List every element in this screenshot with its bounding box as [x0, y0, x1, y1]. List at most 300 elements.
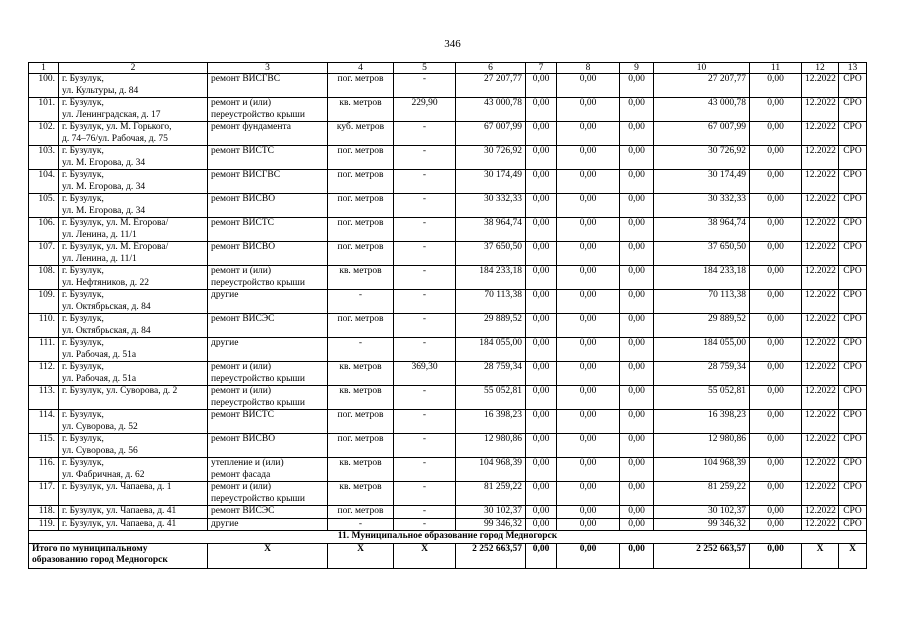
unit-cell: - — [328, 338, 394, 362]
address-cell: г. Бузулук, ул. М. Егорова, д. 34 — [59, 194, 208, 218]
work-type-cell: ремонт ВИСГВС — [208, 170, 328, 194]
unit-cell: кв. метров — [328, 458, 394, 482]
cost-total-cell: 28 759,34 — [456, 362, 526, 386]
work-type-cell: утепление и (или) ремонт фасада — [208, 458, 328, 482]
row-number: 115. — [29, 434, 59, 458]
local-budget-cell: 0,00 — [620, 74, 654, 98]
table-row — [29, 458, 867, 482]
local-budget-cell: 0,00 — [620, 290, 654, 314]
unit-cell: кв. метров — [328, 482, 394, 506]
completion-date-cell: 12.2022 — [802, 290, 839, 314]
row-number: 110. — [29, 314, 59, 338]
regional-budget-cell: 0,00 — [557, 518, 620, 531]
federal-fund-cell: 0,00 — [526, 314, 557, 338]
unit-cell: кв. метров — [328, 362, 394, 386]
unit-cell: пог. метров — [328, 314, 394, 338]
completion-date-cell: 12.2022 — [802, 482, 839, 506]
header-cell-13: 13 — [839, 63, 867, 74]
method-cell: СРО — [839, 338, 867, 362]
federal-fund-cell: 0,00 — [526, 386, 557, 410]
owners-funds-cell: 70 113,38 — [654, 290, 750, 314]
address-cell: г. Бузулук, ул. Культуры, д. 84 — [59, 74, 208, 98]
owners-funds-cell: 28 759,34 — [654, 362, 750, 386]
row-number: 109. — [29, 290, 59, 314]
row-number: 105. — [29, 194, 59, 218]
other-funds-cell: 0,00 — [750, 146, 802, 170]
work-type-cell: ремонт фундамента — [208, 122, 328, 146]
local-budget-cell: 0,00 — [620, 170, 654, 194]
section-title-row — [29, 531, 867, 544]
owners-funds-cell: 29 889,52 — [654, 314, 750, 338]
work-type-cell: ремонт ВИСГВС — [208, 74, 328, 98]
unit-cell: пог. метров — [328, 170, 394, 194]
regional-budget-cell: 0,00 — [557, 482, 620, 506]
work-type-cell: ремонт ВИСВО — [208, 242, 328, 266]
other-funds-cell: 0,00 — [750, 386, 802, 410]
address-cell: г. Бузулук, ул. Рабочая, д. 51а — [59, 362, 208, 386]
cost-total-cell: 16 398,23 — [456, 410, 526, 434]
table-row — [29, 194, 867, 218]
total-regional-budget: 0,00 — [557, 543, 620, 568]
row-number: 112. — [29, 362, 59, 386]
header-cell-7: 7 — [526, 63, 557, 74]
local-budget-cell: 0,00 — [620, 218, 654, 242]
cost-total-cell: 70 113,38 — [456, 290, 526, 314]
completion-date-cell: 12.2022 — [802, 266, 839, 290]
owners-funds-cell: 38 964,74 — [654, 218, 750, 242]
federal-fund-cell: 0,00 — [526, 458, 557, 482]
method-cell: СРО — [839, 170, 867, 194]
work-type-cell: ремонт ВИСЭС — [208, 506, 328, 519]
federal-fund-cell: 0,00 — [526, 74, 557, 98]
method-cell: СРО — [839, 434, 867, 458]
regional-budget-cell: 0,00 — [557, 98, 620, 122]
completion-date-cell: 12.2022 — [802, 314, 839, 338]
completion-date-cell: 12.2022 — [802, 338, 839, 362]
cost-total-cell: 30 726,92 — [456, 146, 526, 170]
local-budget-cell: 0,00 — [620, 482, 654, 506]
federal-fund-cell: 0,00 — [526, 170, 557, 194]
total-owners-funds: 2 252 663,57 — [654, 543, 750, 568]
owners-funds-cell: 67 007,99 — [654, 122, 750, 146]
address-cell: г. Бузулук, ул. М. Егорова/ ул. Ленина, д. 11/1 — [59, 242, 208, 266]
header-cell-9: 9 — [620, 63, 654, 74]
other-funds-cell: 0,00 — [750, 74, 802, 98]
row-number: 104. — [29, 170, 59, 194]
local-budget-cell: 0,00 — [620, 434, 654, 458]
row-number: 111. — [29, 338, 59, 362]
page-number: 346 — [444, 38, 461, 50]
owners-funds-cell: 81 259,22 — [654, 482, 750, 506]
regional-budget-cell: 0,00 — [557, 362, 620, 386]
owners-funds-cell: 43 000,78 — [654, 98, 750, 122]
federal-fund-cell: 0,00 — [526, 290, 557, 314]
local-budget-cell: 0,00 — [620, 122, 654, 146]
federal-fund-cell: 0,00 — [526, 146, 557, 170]
owners-funds-cell: 104 968,39 — [654, 458, 750, 482]
federal-fund-cell: 0,00 — [526, 410, 557, 434]
total-work-type: X — [208, 543, 328, 568]
completion-date-cell: 12.2022 — [802, 218, 839, 242]
other-funds-cell: 0,00 — [750, 506, 802, 519]
federal-fund-cell: 0,00 — [526, 194, 557, 218]
other-funds-cell: 0,00 — [750, 458, 802, 482]
cost-total-cell: 104 968,39 — [456, 458, 526, 482]
federal-fund-cell: 0,00 — [526, 518, 557, 531]
total-completion-date: X — [802, 543, 839, 568]
address-cell: г. Бузулук, ул. М. Егорова, д. 34 — [59, 170, 208, 194]
row-number: 103. — [29, 146, 59, 170]
other-funds-cell: 0,00 — [750, 290, 802, 314]
regional-budget-cell: 0,00 — [557, 242, 620, 266]
table-row — [29, 218, 867, 242]
work-type-cell: ремонт ВИСВО — [208, 434, 328, 458]
owners-funds-cell: 55 052,81 — [654, 386, 750, 410]
regional-budget-cell: 0,00 — [557, 434, 620, 458]
local-budget-cell: 0,00 — [620, 338, 654, 362]
quantity-cell: - — [394, 290, 456, 314]
completion-date-cell: 12.2022 — [802, 434, 839, 458]
quantity-cell: - — [394, 314, 456, 338]
other-funds-cell: 0,00 — [750, 170, 802, 194]
method-cell: СРО — [839, 122, 867, 146]
header-cell-1: 1 — [29, 63, 59, 74]
cost-total-cell: 38 964,74 — [456, 218, 526, 242]
row-number: 102. — [29, 122, 59, 146]
owners-funds-cell: 184 055,00 — [654, 338, 750, 362]
cost-total-cell: 30 102,37 — [456, 506, 526, 519]
completion-date-cell: 12.2022 — [802, 74, 839, 98]
quantity-cell: - — [394, 386, 456, 410]
regional-budget-cell: 0,00 — [557, 122, 620, 146]
regional-budget-cell: 0,00 — [557, 218, 620, 242]
method-cell: СРО — [839, 290, 867, 314]
address-cell: г. Бузулук, ул. М. Егорова/ ул. Ленина, д. 11/1 — [59, 218, 208, 242]
other-funds-cell: 0,00 — [750, 98, 802, 122]
completion-date-cell: 12.2022 — [802, 386, 839, 410]
table-row — [29, 482, 867, 506]
work-type-cell: ремонт ВИСТС — [208, 218, 328, 242]
regional-budget-cell: 0,00 — [557, 266, 620, 290]
work-type-cell: ремонт и (или) переустройство крыши — [208, 386, 328, 410]
completion-date-cell: 12.2022 — [802, 458, 839, 482]
unit-cell: пог. метров — [328, 218, 394, 242]
total-label: Итого по муниципальному образованию город Медногорск — [29, 543, 208, 568]
quantity-cell: 369,30 — [394, 362, 456, 386]
address-cell: г. Бузулук, ул. Чапаева, д. 41 — [59, 518, 208, 531]
regional-budget-cell: 0,00 — [557, 146, 620, 170]
method-cell: СРО — [839, 74, 867, 98]
local-budget-cell: 0,00 — [620, 518, 654, 531]
header-cell-11: 11 — [750, 63, 802, 74]
completion-date-cell: 12.2022 — [802, 506, 839, 519]
unit-cell: кв. метров — [328, 266, 394, 290]
local-budget-cell: 0,00 — [620, 98, 654, 122]
federal-fund-cell: 0,00 — [526, 338, 557, 362]
quantity-cell: - — [394, 518, 456, 531]
unit-cell: пог. метров — [328, 146, 394, 170]
local-budget-cell: 0,00 — [620, 386, 654, 410]
method-cell: СРО — [839, 194, 867, 218]
cost-total-cell: 55 052,81 — [456, 386, 526, 410]
unit-cell: пог. метров — [328, 410, 394, 434]
completion-date-cell: 12.2022 — [802, 98, 839, 122]
column-number-header — [29, 63, 867, 74]
row-number: 107. — [29, 242, 59, 266]
quantity-cell: - — [394, 266, 456, 290]
address-cell: г. Бузулук, ул. Суворова, д. 2 — [59, 386, 208, 410]
regional-budget-cell: 0,00 — [557, 290, 620, 314]
other-funds-cell: 0,00 — [750, 434, 802, 458]
unit-cell: кв. метров — [328, 386, 394, 410]
table-row — [29, 290, 867, 314]
unit-cell: пог. метров — [328, 242, 394, 266]
header-cell-5: 5 — [394, 63, 456, 74]
method-cell: СРО — [839, 506, 867, 519]
total-unit: X — [328, 543, 394, 568]
total-method: X — [839, 543, 867, 568]
address-cell: г. Бузулук, ул. Октябрьская, д. 84 — [59, 290, 208, 314]
owners-funds-cell: 30 102,37 — [654, 506, 750, 519]
table-row — [29, 170, 867, 194]
header-cell-10: 10 — [654, 63, 750, 74]
capital-repair-table — [28, 62, 867, 569]
other-funds-cell: 0,00 — [750, 518, 802, 531]
quantity-cell: - — [394, 506, 456, 519]
table-row — [29, 434, 867, 458]
other-funds-cell: 0,00 — [750, 218, 802, 242]
local-budget-cell: 0,00 — [620, 458, 654, 482]
table-row — [29, 506, 867, 519]
completion-date-cell: 12.2022 — [802, 362, 839, 386]
table-row — [29, 518, 867, 531]
federal-fund-cell: 0,00 — [526, 266, 557, 290]
quantity-cell: - — [394, 170, 456, 194]
address-cell: г. Бузулук, ул. М. Горького, д. 74–76/ул. Рабочая, д. 75 — [59, 122, 208, 146]
owners-funds-cell: 16 398,23 — [654, 410, 750, 434]
other-funds-cell: 0,00 — [750, 122, 802, 146]
table-row — [29, 122, 867, 146]
method-cell: СРО — [839, 386, 867, 410]
federal-fund-cell: 0,00 — [526, 242, 557, 266]
federal-fund-cell: 0,00 — [526, 122, 557, 146]
row-number: 101. — [29, 98, 59, 122]
federal-fund-cell: 0,00 — [526, 434, 557, 458]
quantity-cell: - — [394, 146, 456, 170]
regional-budget-cell: 0,00 — [557, 194, 620, 218]
unit-cell: пог. метров — [328, 434, 394, 458]
unit-cell: кв. метров — [328, 98, 394, 122]
header-cell-6: 6 — [456, 63, 526, 74]
cost-total-cell: 29 889,52 — [456, 314, 526, 338]
total-other-funds: 0,00 — [750, 543, 802, 568]
row-number: 106. — [29, 218, 59, 242]
owners-funds-cell: 99 346,32 — [654, 518, 750, 531]
table-row — [29, 386, 867, 410]
section-title: 11. Муниципальное образование город Медногорск — [29, 531, 867, 544]
federal-fund-cell: 0,00 — [526, 362, 557, 386]
regional-budget-cell: 0,00 — [557, 458, 620, 482]
local-budget-cell: 0,00 — [620, 146, 654, 170]
federal-fund-cell: 0,00 — [526, 98, 557, 122]
owners-funds-cell: 30 726,92 — [654, 146, 750, 170]
local-budget-cell: 0,00 — [620, 410, 654, 434]
unit-cell: пог. метров — [328, 74, 394, 98]
table-row — [29, 146, 867, 170]
regional-budget-cell: 0,00 — [557, 338, 620, 362]
header-cell-3: 3 — [208, 63, 328, 74]
header-cell-12: 12 — [802, 63, 839, 74]
unit-cell: - — [328, 290, 394, 314]
address-cell: г. Бузулук, ул. Фабричная, д. 62 — [59, 458, 208, 482]
table-row — [29, 266, 867, 290]
work-type-cell: другие — [208, 290, 328, 314]
regional-budget-cell: 0,00 — [557, 170, 620, 194]
completion-date-cell: 12.2022 — [802, 410, 839, 434]
owners-funds-cell: 27 207,77 — [654, 74, 750, 98]
work-type-cell: ремонт ВИСЭС — [208, 314, 328, 338]
quantity-cell: - — [394, 194, 456, 218]
address-cell: г. Бузулук, ул. Октябрьская, д. 84 — [59, 314, 208, 338]
regional-budget-cell: 0,00 — [557, 410, 620, 434]
quantity-cell: - — [394, 74, 456, 98]
row-number: 116. — [29, 458, 59, 482]
local-budget-cell: 0,00 — [620, 506, 654, 519]
table-row — [29, 362, 867, 386]
unit-cell: - — [328, 518, 394, 531]
method-cell: СРО — [839, 242, 867, 266]
row-number: 113. — [29, 386, 59, 410]
cost-total-cell: 27 207,77 — [456, 74, 526, 98]
regional-budget-cell: 0,00 — [557, 314, 620, 338]
method-cell: СРО — [839, 410, 867, 434]
row-number: 118. — [29, 506, 59, 519]
work-type-cell: ремонт и (или) переустройство крыши — [208, 482, 328, 506]
total-federal-fund: 0,00 — [526, 543, 557, 568]
cost-total-cell: 67 007,99 — [456, 122, 526, 146]
quantity-cell: - — [394, 338, 456, 362]
method-cell: СРО — [839, 314, 867, 338]
table-row — [29, 314, 867, 338]
work-type-cell: ремонт ВИСТС — [208, 146, 328, 170]
quantity-cell: - — [394, 218, 456, 242]
table-row — [29, 98, 867, 122]
local-budget-cell: 0,00 — [620, 362, 654, 386]
work-type-cell: другие — [208, 518, 328, 531]
work-type-cell: ремонт ВИСВО — [208, 194, 328, 218]
owners-funds-cell: 184 233,18 — [654, 266, 750, 290]
quantity-cell: - — [394, 482, 456, 506]
local-budget-cell: 0,00 — [620, 194, 654, 218]
address-cell: г. Бузулук, ул. Суворова, д. 52 — [59, 410, 208, 434]
row-number: 100. — [29, 74, 59, 98]
header-cell-8: 8 — [557, 63, 620, 74]
table-row — [29, 74, 867, 98]
row-number: 119. — [29, 518, 59, 531]
completion-date-cell: 12.2022 — [802, 518, 839, 531]
cost-total-cell: 43 000,78 — [456, 98, 526, 122]
owners-funds-cell: 30 174,49 — [654, 170, 750, 194]
work-type-cell: ремонт и (или) переустройство крыши — [208, 98, 328, 122]
work-type-cell: другие — [208, 338, 328, 362]
work-type-cell: ремонт и (или) переустройство крыши — [208, 266, 328, 290]
total-cost: 2 252 663,57 — [456, 543, 526, 568]
owners-funds-cell: 12 980,86 — [654, 434, 750, 458]
address-cell: г. Бузулук, ул. Суворова, д. 56 — [59, 434, 208, 458]
completion-date-cell: 12.2022 — [802, 122, 839, 146]
cost-total-cell: 12 980,86 — [456, 434, 526, 458]
quantity-cell: - — [394, 410, 456, 434]
work-type-cell: ремонт и (или) переустройство крыши — [208, 362, 328, 386]
regional-budget-cell: 0,00 — [557, 386, 620, 410]
row-number: 117. — [29, 482, 59, 506]
method-cell: СРО — [839, 146, 867, 170]
method-cell: СРО — [839, 218, 867, 242]
method-cell: СРО — [839, 98, 867, 122]
owners-funds-cell: 30 332,33 — [654, 194, 750, 218]
completion-date-cell: 12.2022 — [802, 242, 839, 266]
header-cell-4: 4 — [328, 63, 394, 74]
address-cell: г. Бузулук, ул. Ленинградская, д. 17 — [59, 98, 208, 122]
unit-cell: куб. метров — [328, 122, 394, 146]
cost-total-cell: 184 233,18 — [456, 266, 526, 290]
local-budget-cell: 0,00 — [620, 242, 654, 266]
method-cell: СРО — [839, 362, 867, 386]
cost-total-cell: 37 650,50 — [456, 242, 526, 266]
quantity-cell: 229,90 — [394, 98, 456, 122]
unit-cell: пог. метров — [328, 506, 394, 519]
federal-fund-cell: 0,00 — [526, 482, 557, 506]
header-cell-2: 2 — [59, 63, 208, 74]
local-budget-cell: 0,00 — [620, 314, 654, 338]
quantity-cell: - — [394, 458, 456, 482]
address-cell: г. Бузулук, ул. Нефтяников, д. 22 — [59, 266, 208, 290]
address-cell: г. Бузулук, ул. Рабочая, д. 51а — [59, 338, 208, 362]
total-quantity: X — [394, 543, 456, 568]
federal-fund-cell: 0,00 — [526, 218, 557, 242]
row-number: 108. — [29, 266, 59, 290]
other-funds-cell: 0,00 — [750, 266, 802, 290]
cost-total-cell: 99 346,32 — [456, 518, 526, 531]
total-local-budget: 0,00 — [620, 543, 654, 568]
work-type-cell: ремонт ВИСТС — [208, 410, 328, 434]
other-funds-cell: 0,00 — [750, 194, 802, 218]
total-row — [29, 543, 867, 568]
table-row — [29, 410, 867, 434]
unit-cell: пог. метров — [328, 194, 394, 218]
quantity-cell: - — [394, 434, 456, 458]
other-funds-cell: 0,00 — [750, 242, 802, 266]
completion-date-cell: 12.2022 — [802, 194, 839, 218]
other-funds-cell: 0,00 — [750, 314, 802, 338]
quantity-cell: - — [394, 122, 456, 146]
quantity-cell: - — [394, 242, 456, 266]
other-funds-cell: 0,00 — [750, 482, 802, 506]
method-cell: СРО — [839, 266, 867, 290]
address-cell: г. Бузулук, ул. М. Егорова, д. 34 — [59, 146, 208, 170]
cost-total-cell: 30 332,33 — [456, 194, 526, 218]
table-row — [29, 242, 867, 266]
other-funds-cell: 0,00 — [750, 338, 802, 362]
regional-budget-cell: 0,00 — [557, 506, 620, 519]
method-cell: СРО — [839, 458, 867, 482]
table-row — [29, 338, 867, 362]
completion-date-cell: 12.2022 — [802, 146, 839, 170]
owners-funds-cell: 37 650,50 — [654, 242, 750, 266]
address-cell: г. Бузулук, ул. Чапаева, д. 41 — [59, 506, 208, 519]
cost-total-cell: 81 259,22 — [456, 482, 526, 506]
cost-total-cell: 30 174,49 — [456, 170, 526, 194]
